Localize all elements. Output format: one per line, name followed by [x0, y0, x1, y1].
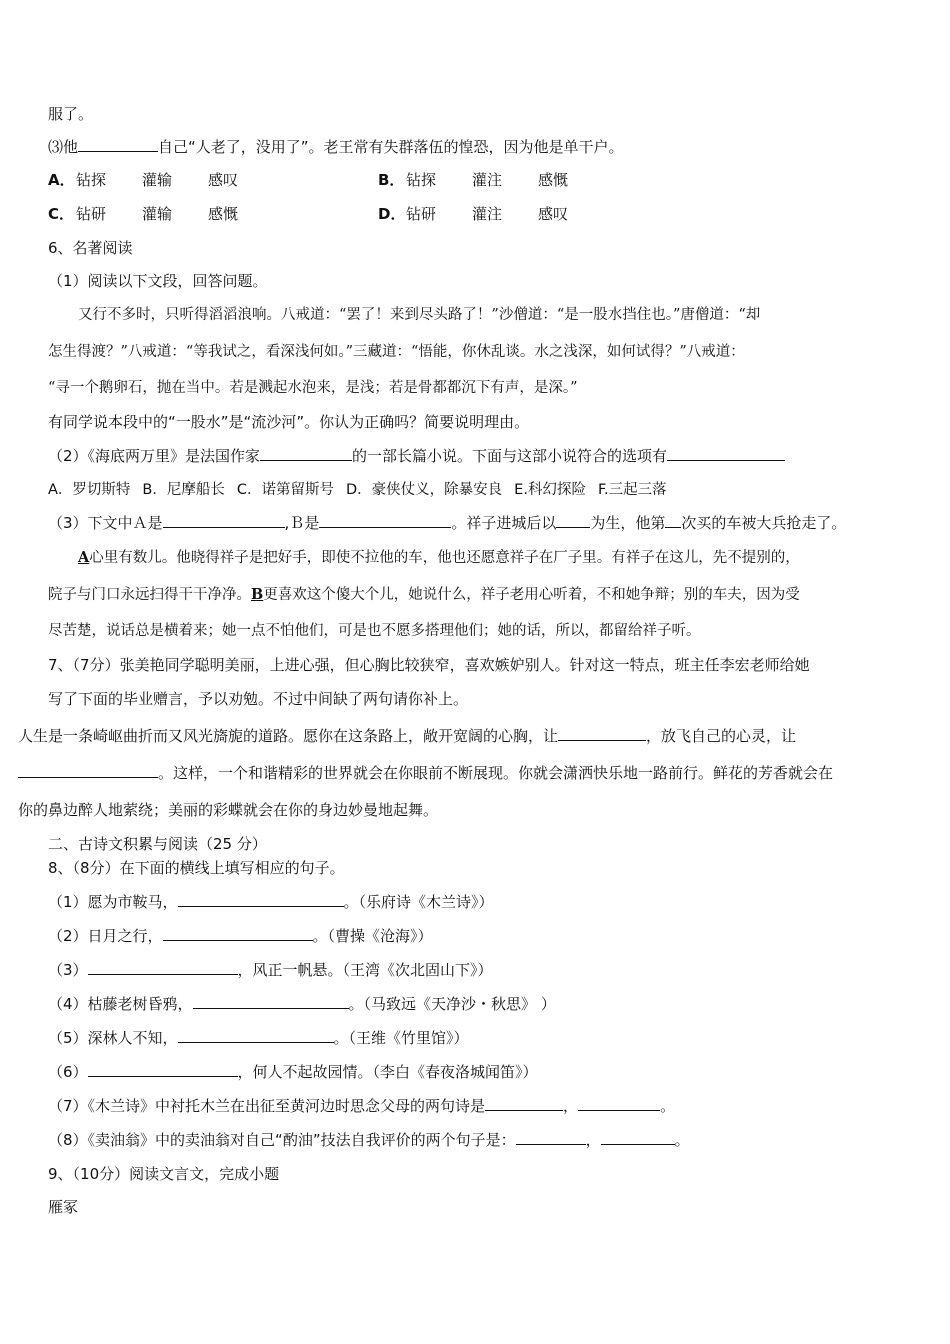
option-b: B． 钻探 灌注 感慨 [378, 171, 569, 189]
blank [163, 926, 313, 941]
passage-line: 又行不多时，只听得滔滔浪响。八戒道：“罢了！来到尽头路了！”沙僧道：“是一股水挡住也。”唐僧道：“却 [78, 307, 761, 323]
fill-item: （3） ，风正一帆悬。（王湾《次北固山下》） [48, 961, 493, 979]
question-line: ⑶他 自己“人老了，没用了”。老王常有失群落伍的惶恐，因为他是单干户。 [48, 138, 624, 156]
text-line: 服了。 [48, 105, 94, 123]
passage-title: 雁冢 [48, 1198, 79, 1216]
question-line: 有同学说本段中的“一股水”是“流沙河”。你认为正确吗？简要说明理由。 [48, 413, 530, 431]
blank [485, 1096, 563, 1111]
question-line: （3）下文中Ａ是 ,Ｂ是 。祥子进城后以 为生，他第 次买的车被大兵抢走了。 [48, 514, 847, 532]
option-a: A．钻探 灌输 感叹 [48, 171, 239, 189]
passage-line: 院子与门口永远扫得干干净净。B更喜欢这个傻大个儿，她说什么，祥子老用心听着，不和她争辩；别的车夫，因为受 [48, 586, 800, 603]
fill-item: （5）深林人不知， 。（王维《竹里馆》） [48, 1029, 469, 1047]
blank [665, 513, 681, 528]
question-line: 写了下面的毕业赠言，予以劝勉。不过中间缺了两句请你补上。 [48, 690, 469, 708]
fill-item: （4）枯藤老树昏鸦， 。（马致远《天净沙・秋思》 ） [48, 995, 556, 1013]
option-d: D．钻研 灌注 感叹 [378, 205, 569, 223]
question-line: 。这样，一个和谐精彩的世界就会在你眼前不断展现。你就会潇洒快乐地一路前行。鲜花的芳香就会在 [18, 763, 878, 783]
blank [260, 446, 352, 461]
fill-item: （7）《木兰诗》中衬托木兰在出征至黄河边时思念父母的两句诗是 ， 。 [48, 1097, 676, 1115]
blank [516, 1130, 586, 1145]
section-heading: 6、名著阅读 [48, 239, 133, 257]
blank [18, 763, 158, 778]
blank [88, 1062, 238, 1077]
blank [193, 994, 349, 1009]
question-line: 你的鼻边醉人地萦绕；美丽的彩蝶就会在你的身边妙曼地起舞。 [18, 801, 439, 819]
question-line: 9、（10分）阅读文言文，完成小题 [48, 1165, 280, 1183]
blank [163, 513, 285, 528]
fill-item: （2）日月之行， 。（曹操《沧海》） [48, 927, 433, 945]
blank [178, 892, 344, 907]
blank [78, 137, 158, 152]
question-line: （2）《海底两万里》是法国作家 的一部长篇小说。下面与这部小说符合的选项有 [48, 446, 908, 466]
blank [578, 1096, 660, 1111]
sub-question: （1）阅读以下文段，回答问题。 [48, 272, 268, 290]
blank [601, 1130, 675, 1145]
choice-list: A．罗切斯特 B．尼摩船长 C．诺第留斯号 D．豪侠仗义，除暴安良 E.科幻探险 F.三起三落 [48, 482, 667, 498]
blank [88, 960, 238, 975]
question-line: 7、（7分）张美艳同学聪明美丽，上进心强，但心胸比较狭窄，喜欢嫉妒别人。针对这一特点，班主任李宏老师给她 [48, 656, 810, 674]
option-c: C． 钻研 灌输 感慨 [48, 205, 239, 223]
fill-item: （6） ，何人不起故园情。（李白《春夜洛城闻笛》） [48, 1063, 538, 1081]
blank [556, 513, 590, 528]
question-line: 人生是一条崎岖曲折而又风光旖旎的道路。愿你在这条路上，敞开宽阔的心胸，让 ，放飞自己的心灵，让 [18, 727, 797, 745]
question-line: 8、（8分）在下面的横线上填写相应的句子。 [48, 859, 345, 877]
fill-item: （8）《卖油翁》中的卖油翁对自己“酌油”技法自我评价的两个句子是： ， 。 [48, 1131, 690, 1149]
passage-line: “寻一个鹅卵石，抛在当中。若是溅起水泡来，是浅；若是骨都都沉下有声，是深。” [48, 380, 578, 396]
blank [319, 513, 451, 528]
section-heading: 二、古诗文积累与阅读（25 分） [48, 835, 267, 853]
fill-item: （1）愿为市鞍马， 。（乐府诗《木兰诗》） [48, 893, 494, 911]
passage-line: 尽苦楚，说话总是横着来；她一点不怕他们，可是也不愿多搭理他们；她的话，所以，都留给祥子听。 [48, 623, 701, 639]
passage-line: A心里有数儿。他晓得祥子是把好手，即使不拉他的车，他也还愿意祥子在厂子里。有祥子在这儿，先不提别的， [78, 549, 800, 566]
blank [178, 1028, 334, 1043]
blank [558, 726, 646, 741]
blank [667, 446, 785, 461]
passage-line: 怎生得渡？”八戒道：“等我试之，看深浅何如。”三藏道：“悟能，你休乱谈。水之浅深，如何试得？”八戒道： [48, 344, 745, 360]
